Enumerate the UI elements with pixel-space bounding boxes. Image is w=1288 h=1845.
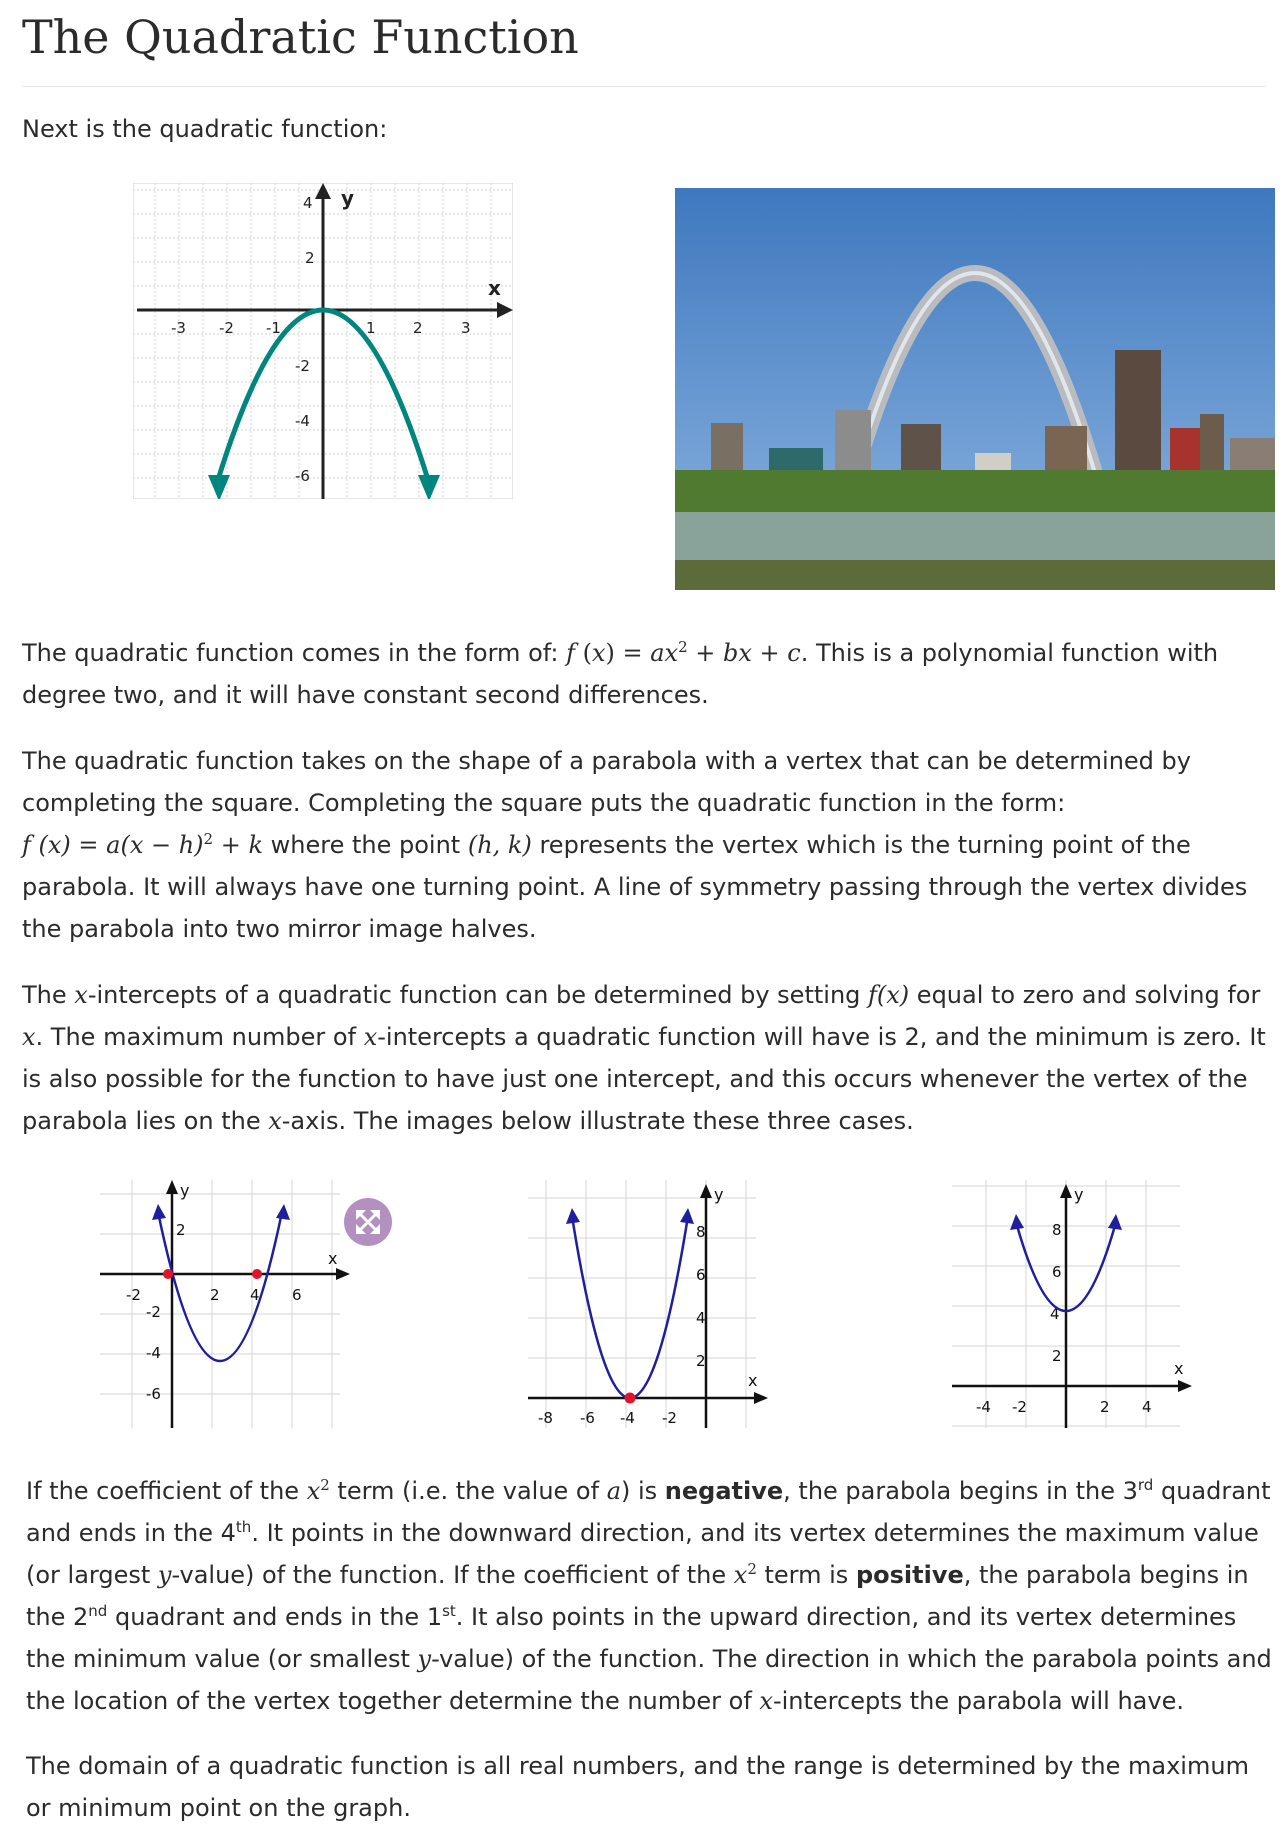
- vertex-point: [625, 1393, 636, 1404]
- no-intercept-graph: [952, 1180, 1192, 1428]
- x-tick-label: -8: [538, 1409, 553, 1427]
- x-tick-label: 3: [461, 319, 471, 337]
- x-axis-label: x: [748, 1371, 758, 1390]
- arrow-up-icon: [680, 1208, 694, 1224]
- x-tick-label: 6: [292, 1286, 302, 1304]
- y-axis-label: y: [341, 186, 355, 210]
- expand-icon: [344, 1198, 392, 1246]
- x-tick-label: -4: [620, 1409, 635, 1427]
- paragraph-coefficient: If the coefficient of the $x^2$ term (i.e. the value of a) is negative, the parabola begins in the 3rd quadrant and ends in the 4th. It points in the downward direction, and its vertex determines the maximum value (or largest y-value) of the function. If the coefficient of the $x^2$ term is positive, the parabola begins in the 2nd quadrant and ends in the 1st. It also points in the upward direction, and its vertex determines the minimum value (or smallest y-value) of the function. The direction in which the parabola points and the location of the vertex together determine the number of x-intercepts the parabola will have.: [26, 1476, 1272, 1715]
- y-tick-label: -2: [146, 1303, 161, 1321]
- paragraph-domain-range: The domain of a quadratic function is all real numbers, and the range is determined by the maximum or minimum point on the graph.: [26, 1752, 1249, 1822]
- intro-text: Next is the quadratic function:: [22, 115, 388, 143]
- arrow-up-icon: [566, 1208, 580, 1224]
- x-axis-label: x: [1174, 1359, 1184, 1378]
- y-tick-label: -4: [146, 1344, 161, 1362]
- x-tick-label: 4: [1142, 1398, 1152, 1416]
- y-tick-label: 6: [1052, 1263, 1062, 1281]
- x-intercept-point: [252, 1269, 262, 1279]
- near-shore: [675, 560, 1275, 590]
- arrow-up-icon: [152, 1204, 166, 1220]
- x-tick-label: 2: [210, 1286, 220, 1304]
- y-tick-label: 2: [696, 1352, 706, 1370]
- y-axis-label: y: [1074, 1185, 1084, 1204]
- arrow-up-icon: [1010, 1214, 1024, 1230]
- y-axis-label: y: [180, 1181, 190, 1200]
- title-divider: [22, 86, 1266, 87]
- x-tick-label: -2: [126, 1286, 141, 1304]
- paragraph-vertex: The quadratic function takes on the shape of a parabola with a vertex that can be determined by completing the square. Completing the square puts the quadratic function in the form: f $(x) = a(x - h)^2 + k$ where the point (h, k) represents the vertex which is the turning point of the parabola. It will always have one turning point. A line of symmetry passing through the vertex divides the parabola into two mirror image halves.: [22, 747, 1248, 943]
- y-tick-label: 4: [696, 1309, 706, 1327]
- x-tick-label: 2: [413, 319, 423, 337]
- page-title: The Quadratic Function: [22, 10, 579, 64]
- x-tick-label: -1: [266, 319, 281, 337]
- gateway-arch-photo: [675, 188, 1275, 590]
- x-tick-label: -3: [171, 319, 186, 337]
- y-tick-label: 8: [696, 1223, 706, 1241]
- x-tick-label: 4: [250, 1286, 260, 1304]
- paragraph-form: The quadratic function comes in the form of: f $(x) = ax^2$ + bx + c. This is a polynomial function with degree two, and it will have constant second differences.: [22, 638, 1219, 709]
- arrow-up-icon: [1108, 1214, 1122, 1230]
- paragraph-intercepts: The x-intercepts of a quadratic function can be determined by setting f(x) equal to zero and solving for x. The maximum number of x-intercepts a quadratic function will have is 2, and the minimum is zero. It is also possible for the function to have just one intercept, and this occurs whenever the vertex of the parabola lies on the x-axis. The images below illustrate these three cases.: [22, 981, 1266, 1135]
- y-tick-label: 4: [1050, 1305, 1060, 1323]
- x-tick-label: -4: [976, 1398, 991, 1416]
- trees: [675, 470, 1275, 512]
- y-tick-label: -2: [295, 357, 310, 375]
- x-axis-label: x: [488, 276, 501, 300]
- x-tick-label: -2: [662, 1409, 677, 1427]
- y-tick-label: 6: [696, 1266, 706, 1284]
- y-tick-label: 2: [305, 249, 315, 267]
- downward-parabola-graph: [133, 183, 513, 499]
- x-tick-label: -6: [580, 1409, 595, 1427]
- two-intercepts-graph: [100, 1180, 350, 1428]
- x-tick-label: -2: [219, 319, 234, 337]
- y-tick-label: 2: [176, 1221, 186, 1239]
- y-tick-label: 4: [303, 194, 313, 212]
- y-tick-label: 2: [1052, 1347, 1062, 1365]
- x-tick-label: 1: [366, 319, 376, 337]
- x-axis-label: x: [328, 1249, 338, 1268]
- y-tick-label: -6: [146, 1385, 161, 1403]
- x-tick-label: -2: [1012, 1398, 1027, 1416]
- parabola-curve: [572, 1216, 688, 1398]
- y-tick-label: 8: [1052, 1221, 1062, 1239]
- arrow-up-icon: [276, 1204, 290, 1220]
- y-tick-label: -4: [295, 412, 310, 430]
- expand-image-button[interactable]: [344, 1198, 392, 1246]
- one-intercept-graph: [528, 1180, 768, 1428]
- x-tick-label: 2: [1100, 1398, 1110, 1416]
- river: [675, 512, 1275, 560]
- y-tick-label: -6: [295, 467, 310, 485]
- y-axis-label: y: [714, 1185, 724, 1204]
- x-intercept-point: [163, 1269, 173, 1279]
